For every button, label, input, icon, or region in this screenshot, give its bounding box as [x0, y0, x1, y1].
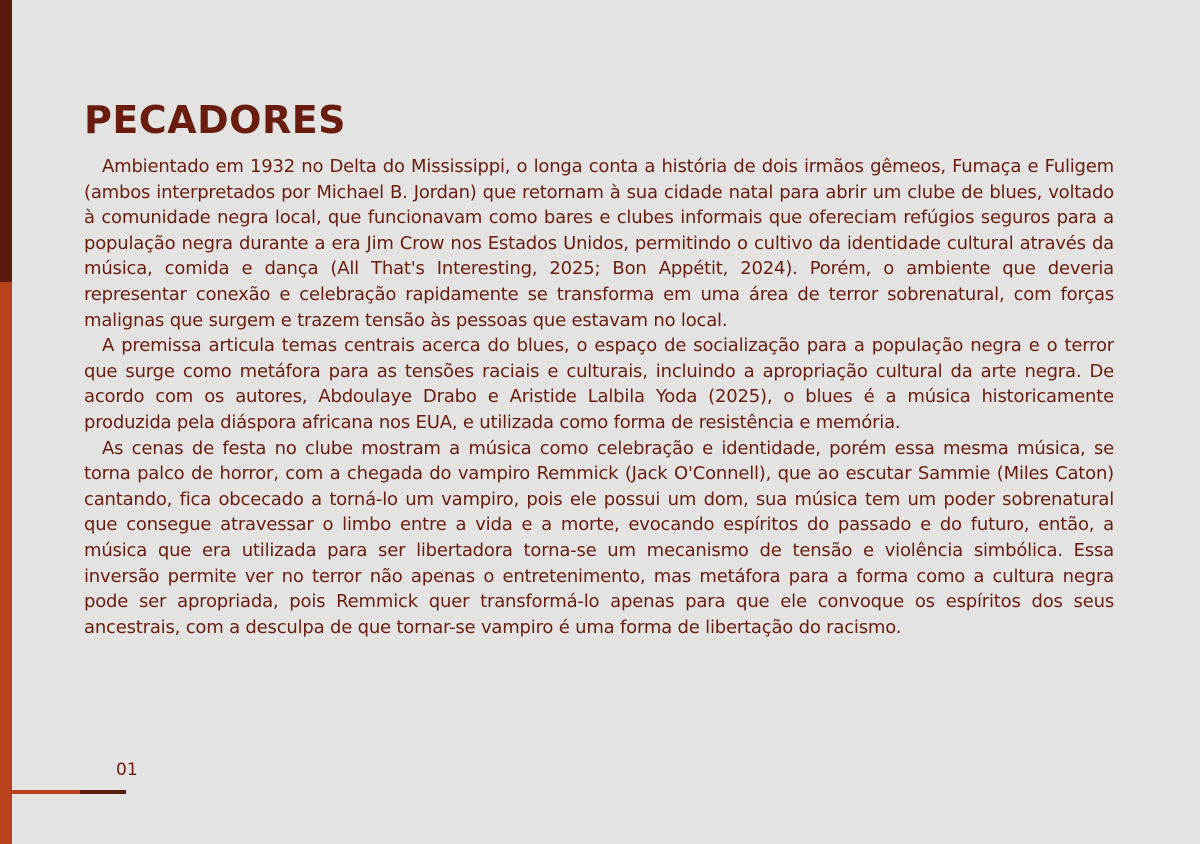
side-accent-bar-light — [0, 282, 12, 844]
page-number: 01 — [116, 760, 138, 780]
side-accent-bar-dark — [0, 0, 12, 282]
footer-line-light — [12, 790, 80, 794]
page-title: PECADORES — [84, 98, 347, 142]
paragraph-2: A premissa articula temas centrais acerca do blues, o espaço de socialização para a população negra e o terror que surge como metáfora para as tensões raciais e culturais, incluindo a apropriação cultural da arte negra. De acordo com os autores, Abdoulaye Drabo e Aristide Lalbila Yoda (2025), o blues é a música historicamente produzida pela diáspora africana nos EUA, e utilizada como forma de resistência e memória. — [84, 335, 1114, 433]
body-text — [84, 154, 1114, 640]
footer-line-dark — [80, 790, 126, 794]
paragraph-1: Ambientado em 1932 no Delta do Mississippi, o longa conta a história de dois irmãos gêmeos, Fumaça e Fuligem (ambos interpretados por Michael B. Jordan) que retornam à sua cidade natal para abrir um clube de blues, voltado à comunidade negra local, que funcionavam como bares e clubes informais que ofereciam refúgios seguros para a população negra durante a era Jim Crow nos Estados Unidos, permitindo o cultivo da identidade cultural através da música, comida e dança (All That's Interesting, 2025; Bon Appétit, 2024). Porém, o ambiente que deveria representar conexão e celebração rapidamente se transforma em uma área de terror sobrenatural, com forças malignas que surgem e trazem tensão às pessoas que estavam no local. — [84, 156, 1114, 331]
paragraph-3: As cenas de festa no clube mostram a música como celebração e identidade, porém essa mesma música, se torna palco de horror, com a chegada do vampiro Remmick (Jack O'Connell), que ao escutar Sammie (Miles Caton) cantando, fica obcecado a torná-lo um vampiro, pois ele possui um dom, sua música tem um poder sobrenatural que consegue atravessar o limbo entre a vida e a morte, evocando espíritos do passado e do futuro, então, a música que era utilizada para ser libertadora torna-se um mecanismo de tensão e violência simbólica. Essa inversão permite ver no terror não apenas o entretenimento, mas metáfora para a forma como a cultura negra pode ser apropriada, pois Remmick quer transformá-lo apenas para que ele convoque os espíritos dos seus ancestrais, com a desculpa de que tornar-se vampiro é uma forma de libertação do racismo. — [84, 437, 1114, 638]
